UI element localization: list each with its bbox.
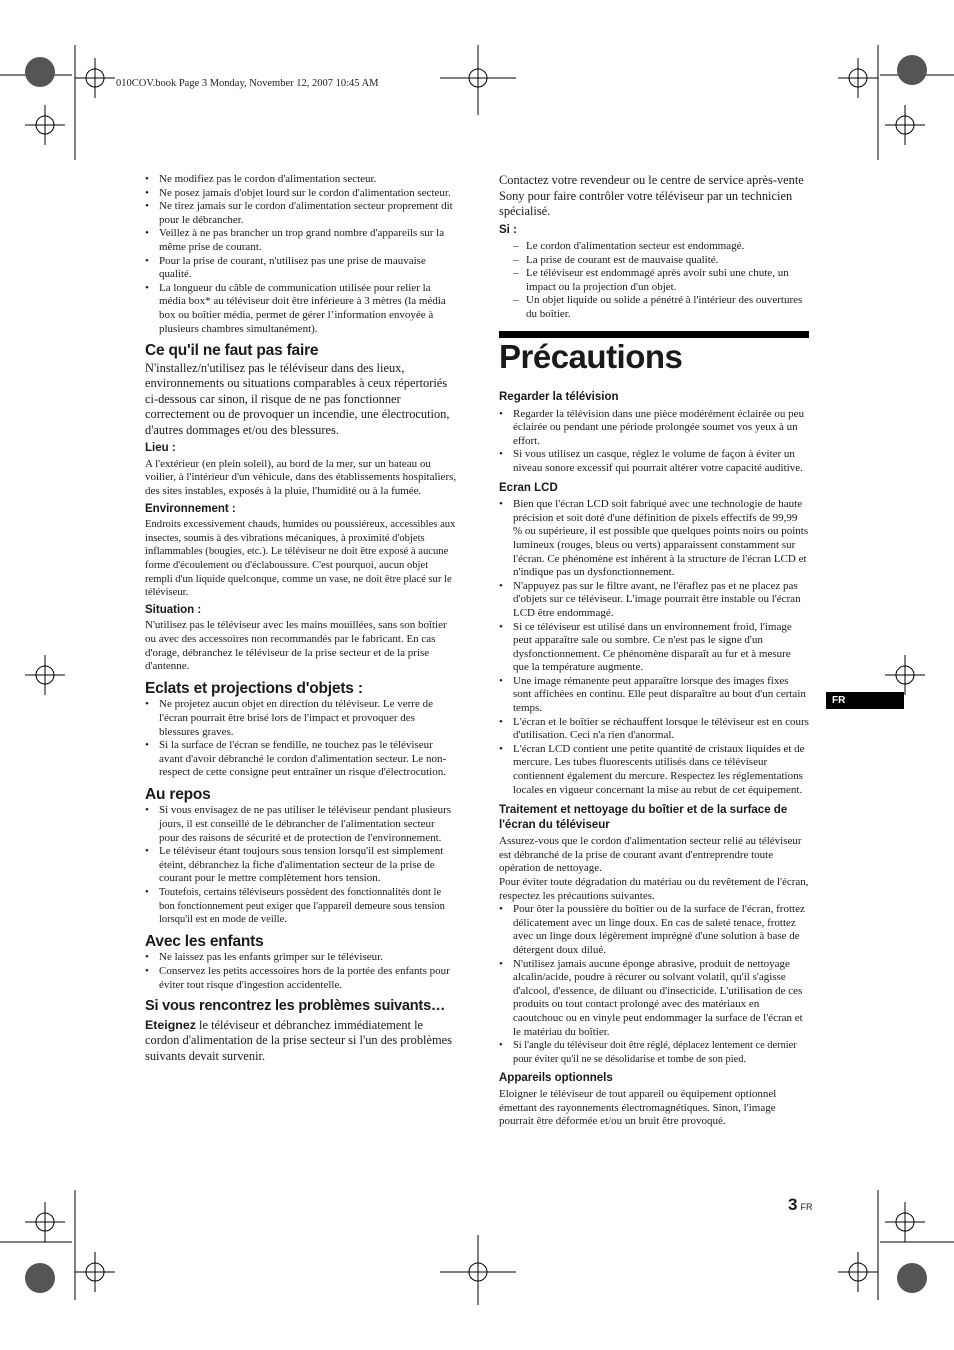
section-title-problemes: Si vous rencontrez les problèmes suivants… (145, 998, 446, 1015)
subheading-regarder-la-television: Regarder la télévision (499, 391, 619, 403)
page-number-value: 3 (788, 1195, 798, 1214)
section-title-eclats: Eclats et projections d'objets : (145, 679, 363, 697)
list-item: • Ne projetez aucun objet en direction du téléviseur. Le verre de l'écran pourrait être brisé lors de l'impact et provoquer des blessures graves. (145, 698, 457, 739)
paragraph-text: le téléviseur et débranchez immédiatement le cordon d'alimentation de la prise secteur si l'un des problèmes suivants devait survenir. (145, 1017, 452, 1063)
paragraph: Endroits excessivement chauds, humides ou poussiéreux, accessibles aux insectes, soumis à des vibrations mécaniques, à proximité d'objets inflammables (bougies, etc.). Le téléviseur ne doit être exposé à aucune forme d'écoulement ou d'éclaboussure. C'est pourquoi, aucun objet rempli d'un liquide quelconque, comme un vase, ne doit être placé sur le téléviseur. (145, 519, 456, 599)
paragraph: Eloigner le téléviseur de tout appareil ou équipement optionnel émettant des rayonnements électromagnétiques. Sinon, l'image pourrait être déformée et/ou un bruit être provoqué. (499, 1087, 777, 1128)
list-item: • Si la surface de l'écran se fendille, ne touchez pas le téléviseur avant d'avoir débranché le cordon d'alimentation secteur. Le non-respect de cette consigne peut entraîner un risque d'électrocution. (145, 739, 457, 780)
left-column (145, 173, 457, 1064)
list-item: • Une image rémanente peut apparaître lorsque des images fixes sont affichées en continu. Elle peut disparaître au bout d'un certain temps. (499, 675, 809, 716)
list-item: • Si vous utilisez un casque, réglez le volume de façon à éviter un niveau sonore excessif qui pourrait altérer votre capacité auditive. (499, 448, 809, 475)
title-rule (499, 331, 809, 338)
bold-lead: Eteignez (145, 1017, 196, 1032)
paragraph: Pour éviter toute dégradation du matériau ou du revêtement de l'écran, respectez les précautions suivantes. (499, 876, 809, 902)
right-column-top (499, 173, 809, 322)
section-title-ce-qu-il-ne-faut-pas-faire: Ce qu'il ne faut pas faire (145, 342, 319, 360)
list-item: • Ne modifiez pas le cordon d'alimentation secteur. (145, 173, 457, 187)
clean-bullet-list (499, 903, 809, 1066)
subheading-ecran-lcd: Ecran LCD (499, 481, 558, 494)
list-item: • Regarder la télévision dans une pièce modérément éclairée ou peu éclairée ou pendant une période prolongée soumet vos yeux à un effort. (499, 408, 809, 449)
paragraph: Assurez-vous que le cordon d'alimentation secteur relié au téléviseur est débranché de la prise de courant avant d'entreprendre toute opération de nettoyage. (499, 835, 802, 875)
paragraph: Contactez votre revendeur ou le centre de service après-vente Sony pour faire contrôler votre téléviseur par un technicien spécialisé. (499, 173, 804, 218)
subheading-nettoyage: Traitement et nettoyage du boîtier et de la surface de l'écran du téléviseur (499, 804, 788, 832)
eclats-bullet-list (145, 698, 457, 780)
subheading-si: Si : (499, 223, 517, 236)
paragraph: A l'extérieur (en plein soleil), au bord de la mer, sur un bateau ou voilier, à l'intérieur d'un véhicule, dans des établissements hospitaliers, des sites instables, exposés à la pluie, l'humidité ou à la fumée. (145, 457, 457, 497)
list-item: – Le téléviseur est endommagé après avoir subi une chute, un impact ou la projection d'un objet. (499, 267, 809, 294)
list-item: – Le cordon d'alimentation secteur est endommagé. (499, 240, 809, 254)
list-item: • La longueur du câble de communication utilisée pour relier la média box* au téléviseur doit être inférieure à 3 mètres (la média box ou boîtier média, permet de gérer l’information envoyée à plusieurs chambres simultanément). (145, 282, 457, 336)
list-item: • N'appuyez pas sur le filtre avant, ne l'éraflez pas et ne placez pas d'objets sur ce téléviseur. L'image pourrait être instable ou l'écran LCD être endommagé. (499, 580, 809, 621)
list-item: • Conservez les petits accessoires hors de la portée des enfants pour éviter tout risque d'ingestion accidentelle. (145, 965, 457, 992)
enfants-bullet-list (145, 951, 457, 992)
list-item: • N'utilisez jamais aucune éponge abrasive, produit de nettoyage alcalin/acide, poudre à récurer ou solvant volatil, qu'il s'agisse d'alcool, d'essence, de diluant ou d'insecticide. L'utilisation de ces produits ou tout contact prolongé avec des matériaux en caoutchouc ou en vinyle peut endommager la surface de l'écran et le matériau du boîtier. (499, 958, 809, 1040)
subheading-appareils-optionnels: Appareils optionnels (499, 1072, 613, 1085)
list-item: • Pour la prise de courant, n'utilisez pas une prise de mauvaise qualité. (145, 255, 457, 282)
subheading-environnement: Environnement : (145, 502, 236, 515)
si-dash-list (499, 240, 809, 322)
list-item: • L'écran LCD contient une petite quantité de cristaux liquides et de mercure. Les tubes fluorescents utilisés dans ce téléviseur contiennent également du mercure. Respectez les réglementations locales en vigueur concernant la mise au rebut de cet équipement. (499, 743, 809, 797)
right-column-body (499, 391, 809, 1129)
list-item: • Si l'angle du téléviseur doit être réglé, déplacez lentement ce dernier pour éviter qu'il ne se désolidarise et tombe de son pied. (499, 1039, 809, 1066)
lcd-bullet-list (499, 498, 809, 797)
list-item: • L'écran et le boîtier se réchauffent lorsque le téléviseur est en cours d'utilisation. Ceci n'a rien d'anormal. (499, 716, 809, 743)
tv-bullet-list (499, 408, 809, 476)
list-item: • Bien que l'écran LCD soit fabriqué avec une technologie de haute précision et soit doté d'une définition de pixels effectifs de 99,99 % ou supérieure, il est possible que quelques points noirs ou points lumineux (rouges, bleus ou verts) apparaissent constamment sur l'écran. Ce phénomène est inhérent à la structure de l'écran LCD et n'indique pas un dysfonctionnement. (499, 498, 809, 580)
paragraph (145, 1018, 457, 1065)
list-item: • Ne laissez pas les enfants grimper sur le téléviseur. (145, 951, 457, 965)
list-item: • Si ce téléviseur est utilisé dans un environnement froid, l'image peut apparaître sale ou sombre. Ce n'est pas le signe d'un dysfonctionnement. Ce phénomène disparaît au fur et à mesure que la température augmente. (499, 621, 809, 675)
paragraph: N'installez/n'utilisez pas le téléviseur dans des lieux, environnements ou situations comparables à ceux répertoriés ci-dessous car sinon, il risque de ne pas fonctionner correctement ou de provoquer un incendie, une électrocution, d'autres dommages et/ou des blessures. (145, 360, 450, 437)
paragraph: N'utilisez pas le téléviseur avec les mains mouillées, sans son boîtier ou avec des accessoires non recommandés par le fabricant. En cas d'orage, débranchez le téléviseur de la prise secteur et de la prise d'antenne. (145, 619, 447, 673)
page-number (788, 1195, 812, 1215)
section-title-au-repos: Au repos (145, 785, 211, 803)
list-item: • Toutefois, certains téléviseurs possèdent des fonctionnalités dont le bon fonctionnement peut exiger que l'appareil demeure sous tension lorsqu'il est en mode de veille. (145, 886, 457, 927)
section-title-avec-les-enfants: Avec les enfants (145, 932, 264, 950)
au-repos-bullet-list (145, 804, 457, 926)
list-item: • Ne posez jamais d'objet lourd sur le cordon d'alimentation secteur. (145, 187, 457, 201)
language-tab: FR (826, 692, 904, 709)
page-number-suffix: FR (800, 1202, 813, 1212)
file-header: 010COV.book Page 3 Monday, November 12, 2007 10:45 AM (116, 78, 379, 89)
list-item: – La prise de courant est de mauvaise qualité. (499, 254, 809, 268)
list-item: • Le téléviseur étant toujours sous tension lorsqu'il est simplement éteint, débranchez la fiche d'alimentation secteur de la prise de courant pour le mettre complètement hors tension. (145, 845, 457, 886)
subheading-lieu: Lieu : (145, 442, 176, 455)
list-item: – Un objet liquide ou solide a pénétré à l'intérieur des ouvertures du boîtier. (499, 294, 809, 321)
subheading-situation: Situation : (145, 603, 202, 616)
list-item: • Si vous envisagez de ne pas utiliser le téléviseur pendant plusieurs jours, il est conseillé de le débrancher de l'alimentation secteur pour des raisons de sécurité et de protection de l'environnement. (145, 804, 457, 845)
list-item: • Ne tirez jamais sur le cordon d'alimentation secteur proprement dit pour le débrancher. (145, 200, 457, 227)
page-title: Précautions (499, 338, 683, 375)
intro-bullet-list (145, 173, 457, 336)
list-item: • Veillez à ne pas brancher un trop grand nombre d'appareils sur la même prise de courant. (145, 227, 457, 254)
list-item: • Pour ôter la poussière du boîtier ou de la surface de l'écran, frottez délicatement avec un linge doux. En cas de saleté tenace, frottez avec un linge doux légèrement imprégné d'une solution à base de détergent doux dilué. (499, 903, 809, 957)
